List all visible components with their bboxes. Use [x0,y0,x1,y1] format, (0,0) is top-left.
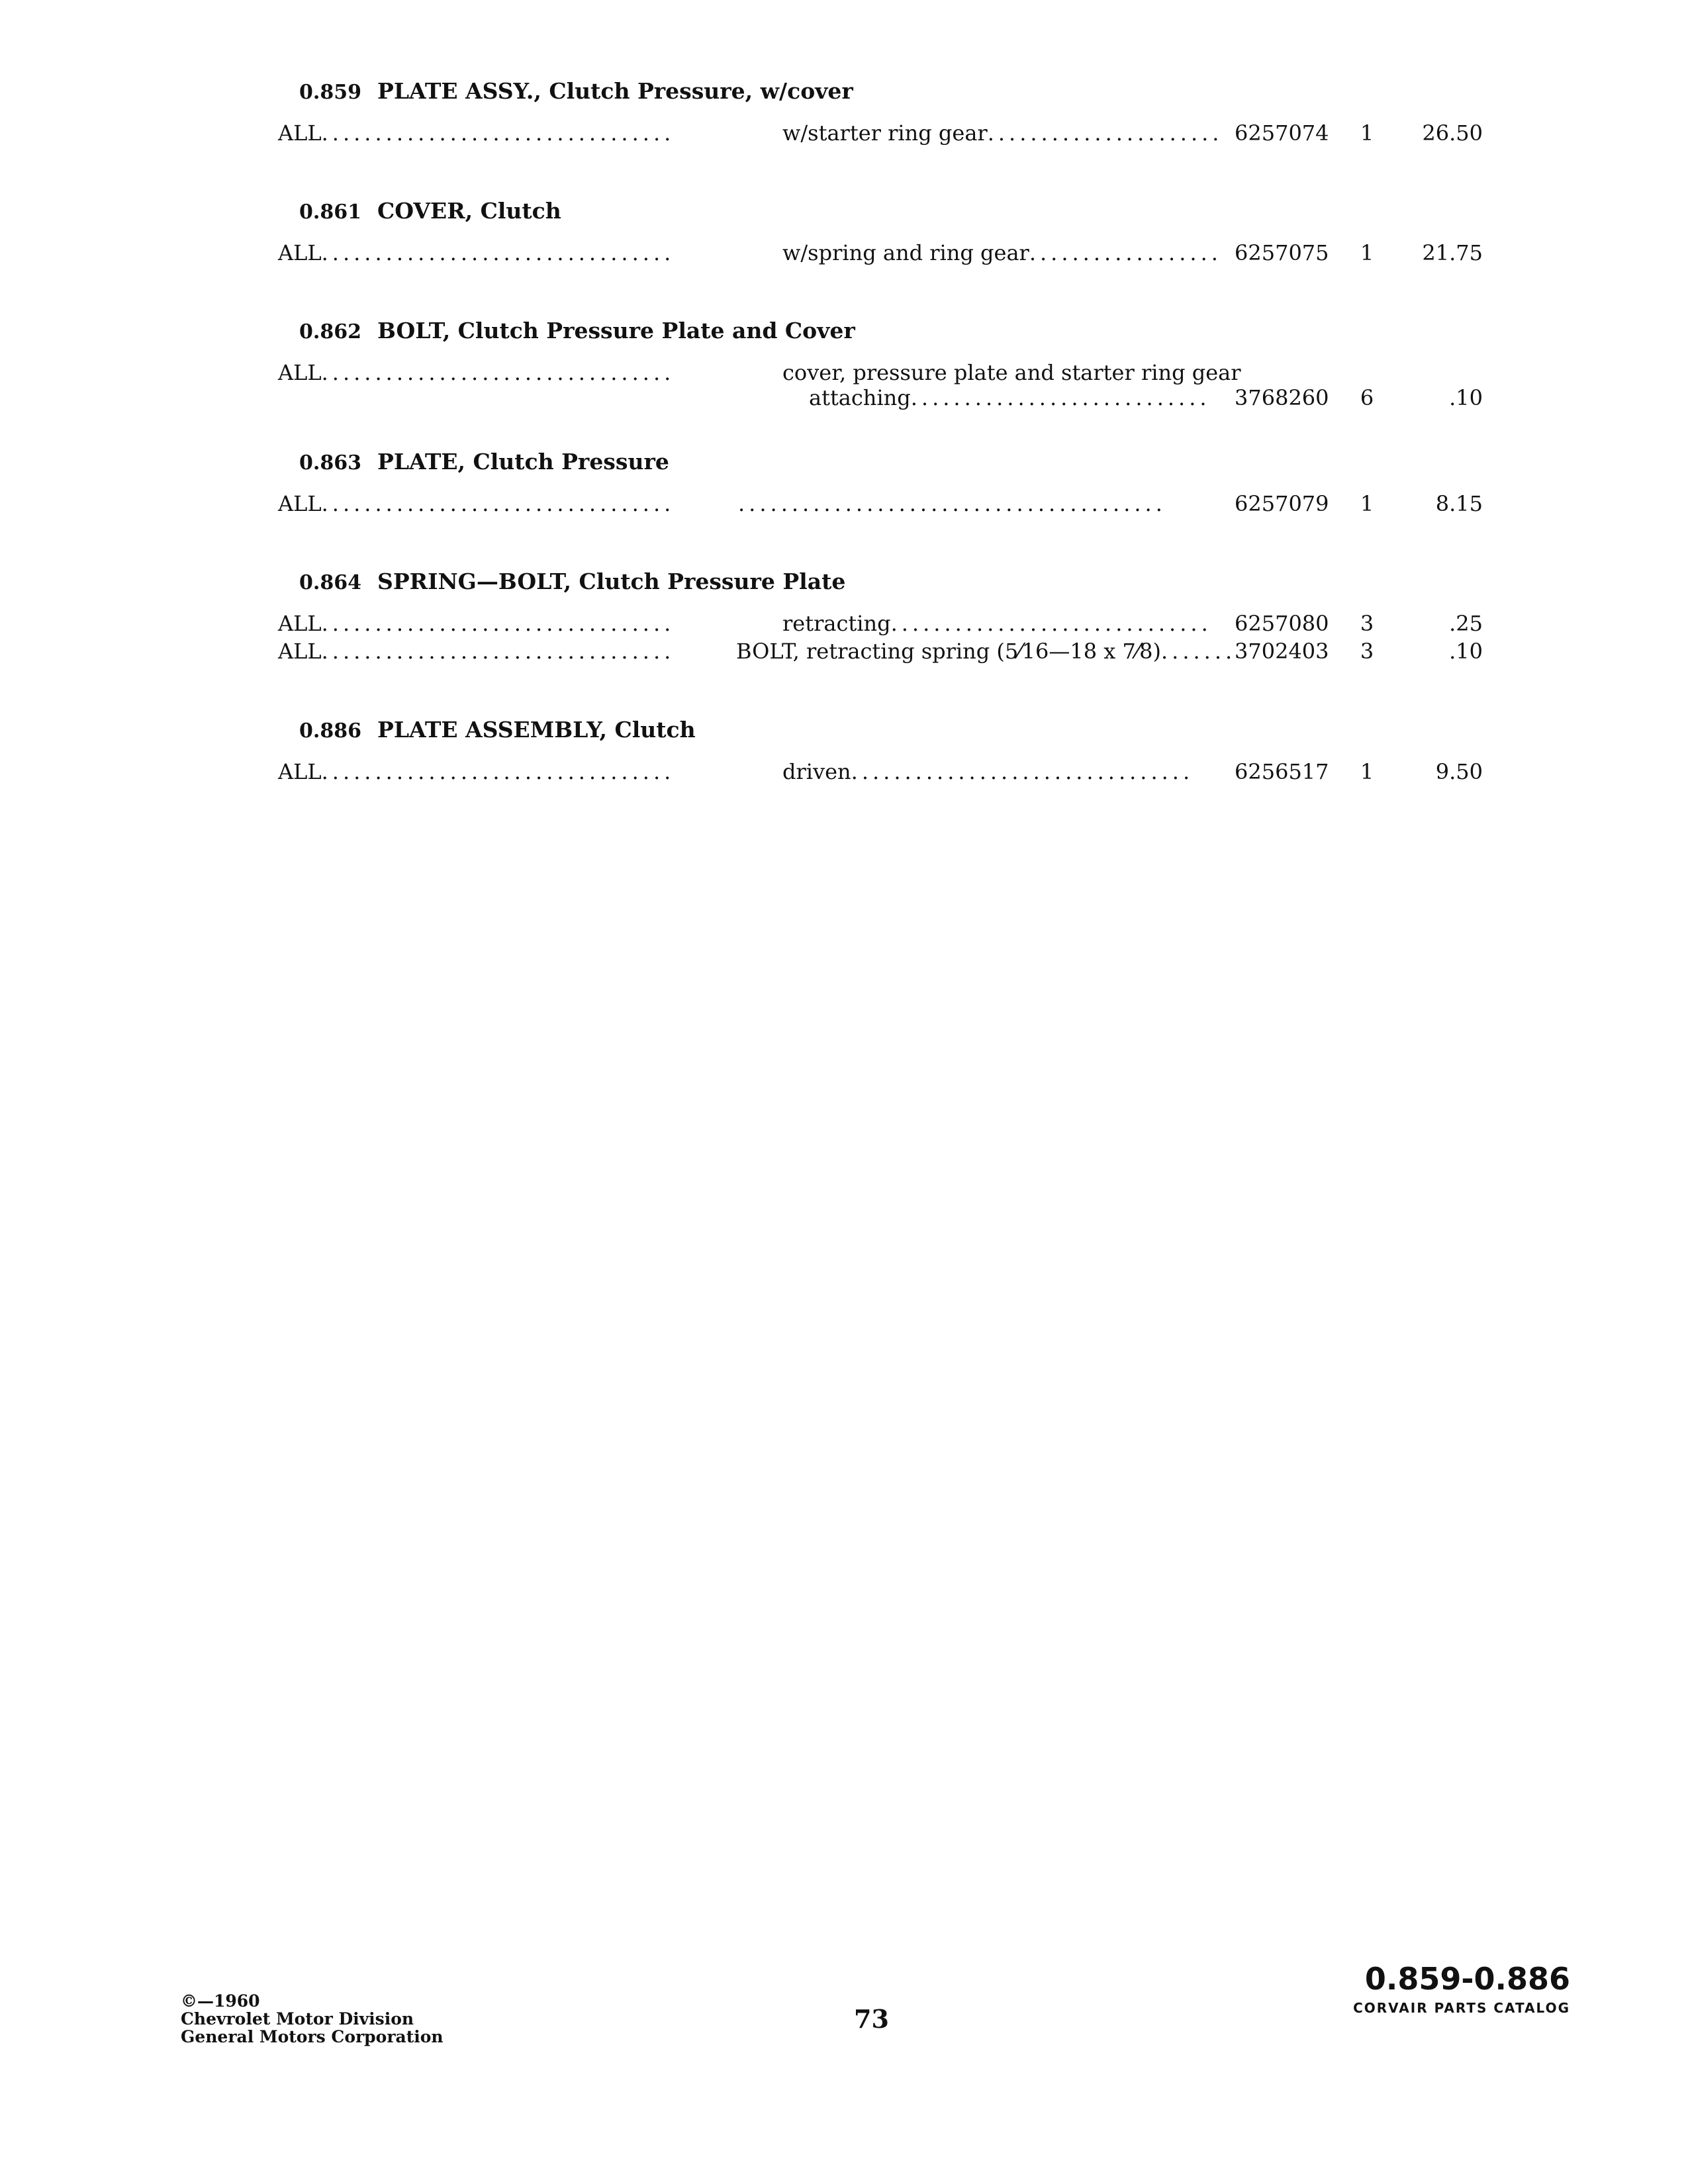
section-title: PLATE ASSEMBLY, Clutch [377,717,696,743]
model-cell: ALL................................. [278,360,675,385]
description-cell: driven................................ [782,759,1194,784]
section-heading [299,198,561,224]
table-row [0,611,1688,640]
quantity: 6 [1360,385,1374,410]
model-cell: ALL................................. [278,240,675,265]
section-heading [299,318,855,343]
model-cell: ALL................................. [278,759,675,784]
section-number: 0.862 [299,320,361,343]
table-row [0,120,1688,150]
section-title: BOLT, Clutch Pressure Plate and Cover [377,318,855,343]
description-cell: w/spring and ring gear.................. [782,240,1222,265]
section-title: PLATE ASSY., Clutch Pressure, w/cover [377,78,853,104]
table-row [0,639,1688,668]
section-heading [299,449,669,475]
part-number: 6257079 [1235,491,1329,516]
copyright-corporation: General Motors Corporation [181,2027,444,2046]
price: 26.50 [1422,120,1483,146]
price: .10 [1449,385,1483,410]
table-row [0,759,1688,788]
table-row [0,360,1688,420]
price: 21.75 [1422,240,1483,265]
quantity: 3 [1360,639,1374,664]
description-cell: ........................................ [738,491,1166,516]
section-title: COVER, Clutch [377,198,561,224]
section-number: 0.886 [299,719,361,743]
part-number: 6257075 [1235,240,1329,265]
model-cell: ALL................................. [278,611,675,636]
description-cell: w/starter ring gear...................... [782,120,1223,146]
price: 8.15 [1435,491,1483,516]
quantity: 3 [1360,611,1374,636]
description-cell: retracting.............................. [782,611,1212,636]
table-row [0,491,1688,520]
section-number: 0.863 [299,451,361,475]
price: 9.50 [1435,759,1483,784]
catalog-title: CORVAIR PARTS CATALOG [1353,2000,1570,2016]
part-number: 3702403 [1235,639,1329,664]
description-line: cover, pressure plate and starter ring gear [782,360,1241,385]
section-number: 0.864 [299,571,361,594]
part-number: 3768260 [1235,385,1329,410]
description-cell: BOLT, retracting spring (5⁄16—18 x 7⁄8)....... [736,639,1237,664]
part-number: 6257080 [1235,611,1329,636]
quantity: 1 [1360,240,1374,265]
part-number: 6257074 [1235,120,1329,146]
section-range: 0.859-0.886 [1364,1961,1570,1997]
price: .25 [1449,611,1483,636]
section-number: 0.859 [299,81,361,104]
section-title: PLATE, Clutch Pressure [377,449,669,475]
price: .10 [1449,639,1483,664]
quantity: 1 [1360,491,1374,516]
part-number: 6256517 [1235,759,1329,784]
quantity: 1 [1360,759,1374,784]
section-heading [299,717,696,743]
model-cell: ALL................................. [278,639,675,664]
model-cell: ALL................................. [278,491,675,516]
section-heading [299,78,853,104]
page-number: 73 [854,2004,889,2034]
copyright-division: Chevrolet Motor Division [181,2009,414,2028]
copyright-block [181,1992,444,2046]
model-cell: ALL................................. [278,120,675,146]
copyright-year: ©—1960 [181,1991,260,2011]
description-cell: attaching............................ [809,385,1211,410]
quantity: 1 [1360,120,1374,146]
table-row [0,240,1688,269]
section-title: SPRING—BOLT, Clutch Pressure Plate [377,569,846,594]
section-number: 0.861 [299,201,361,224]
section-heading [299,569,845,594]
